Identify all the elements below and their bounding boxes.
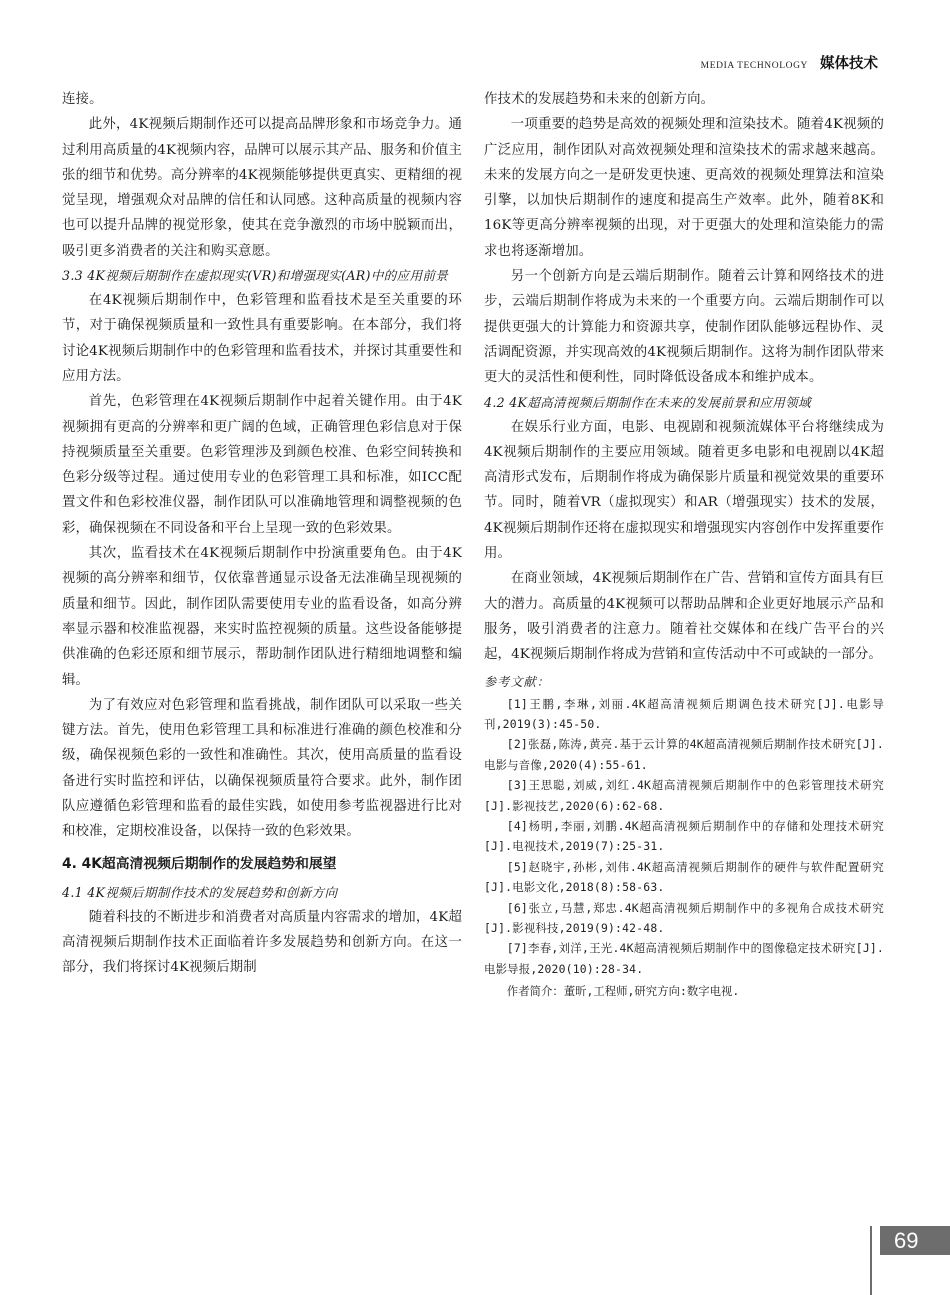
paragraph: 为了有效应对色彩管理和监看挑战，制作团队可以采取一些关键方法。首先，使用色彩管理工具和标准进行准确的颜色校准和分级，确保视频色彩的一致性和准确性。其次，使用高质量的监看设备进行实时监控和评估，以确保视频质量符合要求。此外，制作团队应遵循色彩管理和监看的最佳实践，如使用参考监视器进行比对和校准，定期校准设备，以保持一致的色彩效果。 bbox=[62, 697, 462, 840]
paragraph: 连接。 bbox=[62, 92, 103, 107]
paragraph: 另一个创新方向是云端后期制作。随着云计算和网络技术的进步，云端后期制作将成为未来的一个重要方向。云端后期制作可以提供更强大的计算能力和资源共享，使制作团队能够远程协作、灵活调配资源，并实现高效的4K视频后期制作。这将为制作团队带来更大的灵活性和便利性，同时降低设备成本和维护成本。 bbox=[484, 269, 884, 386]
journal-name-en: MEDIA TECHNOLOGY bbox=[700, 61, 808, 71]
reference-item: [2]张磊,陈涛,黄亮.基于云计算的4K超高清视频后期制作技术研究[J].电影与音像,2020(4):55-61. bbox=[484, 737, 884, 772]
reference-item: [7]李春,刘洋,王光.4K超高清视频后期制作中的图像稳定技术研究[J].电影导报,2020(10):28-34. bbox=[484, 941, 884, 976]
paragraph: 在4K视频后期制作中，色彩管理和监看技术是至关重要的环节，对于确保视频质量和一致性具有重要影响。在本部分，我们将讨论4K视频后期制作中的色彩管理和监看技术，并探讨其重要性和应用方法。 bbox=[62, 293, 462, 384]
reference-list bbox=[484, 694, 884, 980]
section-heading-4-2: 4.2 4K超高清视频后期制作在未来的发展前景和应用领域 bbox=[484, 394, 811, 410]
reference-item: [5]赵晓宇,孙彬,刘伟.4K超高清视频后期制作的硬件与软件配置研究[J].电影文化,2018(8):58-63. bbox=[484, 859, 884, 895]
journal-name-cn: 媒体技术 bbox=[820, 56, 878, 72]
paragraph: 一项重要的趋势是高效的视频处理和渲染技术。随着4K视频的广泛应用，制作团队对高效视频处理和渲染技术的需求越来越高。未来的发展方向之一是研发更快速、更高效的视频处理算法和渲染引擎，以加快后期制作的速度和提高生产效率。此外，随着8K和16K等更高分辨率视频的出现，对于更强大的处理和渲染能力的需求也将逐渐增加。 bbox=[484, 117, 884, 259]
left-column bbox=[62, 87, 462, 981]
references-title: 参考文献： bbox=[484, 674, 550, 689]
paragraph: 在商业领域，4K视频后期制作在广告、营销和宣传方面具有巨大的潜力。高质量的4K视频可以帮助品牌和企业更好地展示产品和服务，吸引消费者的注意力。随着社交媒体和在线广告平台的兴起，4K视频后期制作将成为营销和宣传活动中不可或缺的一部分。 bbox=[484, 571, 884, 663]
running-header bbox=[701, 52, 878, 72]
reference-item: [4]杨明,李丽,刘鹏.4K超高清视频后期制作中的存储和处理技术研究[J].电视技术,2019(7):25-31. bbox=[484, 818, 884, 854]
section-heading-4: 4. 4K超高清视频后期制作的发展趋势和展望 bbox=[62, 855, 337, 872]
page-number: 69 bbox=[880, 1226, 950, 1255]
reference-item: [1]王鹏,李琳,刘丽.4K超高清视频后期调色技术研究[J].电影导刊,2019(3):45-50. bbox=[484, 696, 884, 731]
reference-item: [3]王思聪,刘威,刘红.4K超高清视频后期制作中的色彩管理技术研究[J].影视技艺,2020(6):62-68. bbox=[484, 778, 884, 813]
paragraph: 其次，监看技术在4K视频后期制作中扮演重要角色。由于4K视频的高分辨率和细节，仅依靠普通显示设备无法准确呈现视频的质量和细节。因此，制作团队需要使用专业的监看设备，如高分辨率显示器和校准监视器，来实时监控视频的质量。这些设备能够提供准确的色彩还原和细节展示，帮助制作团队进行精细地调整和编辑。 bbox=[62, 546, 462, 688]
author-bio: 作者简介：董昕,工程师,研究方向:数字电视. bbox=[506, 984, 740, 999]
paragraph: 随着科技的不断进步和消费者对高质量内容需求的增加，4K超高清视频后期制作技术正面临着许多发展趋势和创新方向。在这一部分，我们将探讨4K视频后期制 bbox=[62, 909, 462, 976]
paragraph: 在娱乐行业方面，电影、电视剧和视频流媒体平台将继续成为4K视频后期制作的主要应用领域。随着更多电影和电视剧以4K超高清形式发布，后期制作将成为确保影片质量和视觉效果的重要环节。同时，随着VR（虚拟现实）和AR（增强现实）技术的发展，4K视频后期制作还将在虚拟现实和增强现实内容创作中发挥重要作用。 bbox=[484, 419, 884, 562]
section-heading-4-1: 4.1 4K视频后期制作技术的发展趋势和创新方向 bbox=[62, 884, 338, 900]
paragraph: 此外，4K视频后期制作还可以提高品牌形象和市场竞争力。通过利用高质量的4K视频内容，品牌可以展示其产品、服务和价值主张的细节和优势。高分辨率的4K视频能够提供更真实、更精细的视觉呈现，增强观众对品牌的信任和认同感。这种高质量的视频内容也可以提升品牌的视觉形象，使其在竞争激烈的市场中脱颖而出，吸引更多消费者的关注和购买意愿。 bbox=[62, 117, 462, 259]
right-column bbox=[484, 87, 884, 1002]
paragraph: 首先，色彩管理在4K视频后期制作中起着关键作用。由于4K视频拥有更高的分辨率和更广阔的色域，正确管理色彩信息对于保持视频质量至关重要。色彩管理涉及到颜色校准、色彩空间转换和色彩分级等过程。通过使用专业的色彩管理工具和标准，如ICC配置文件和色彩校准仪器，制作团队可以准确地管理和调整视频的色彩，确保视频在不同设备和平台上呈现一致的色彩效果。 bbox=[62, 394, 462, 536]
section-heading-3-3: 3.3 4K视频后期制作在虚拟现实(VR)和增强现实(AR)中的应用前景 bbox=[62, 268, 449, 284]
page-number-rule bbox=[870, 1226, 872, 1295]
reference-item: [6]张立,马慧,郑忠.4K超高清视频后期制作中的多视角合成技术研究[J].影视科技,2019(9):42-48. bbox=[484, 900, 884, 935]
paragraph: 作技术的发展趋势和未来的创新方向。 bbox=[484, 92, 715, 107]
